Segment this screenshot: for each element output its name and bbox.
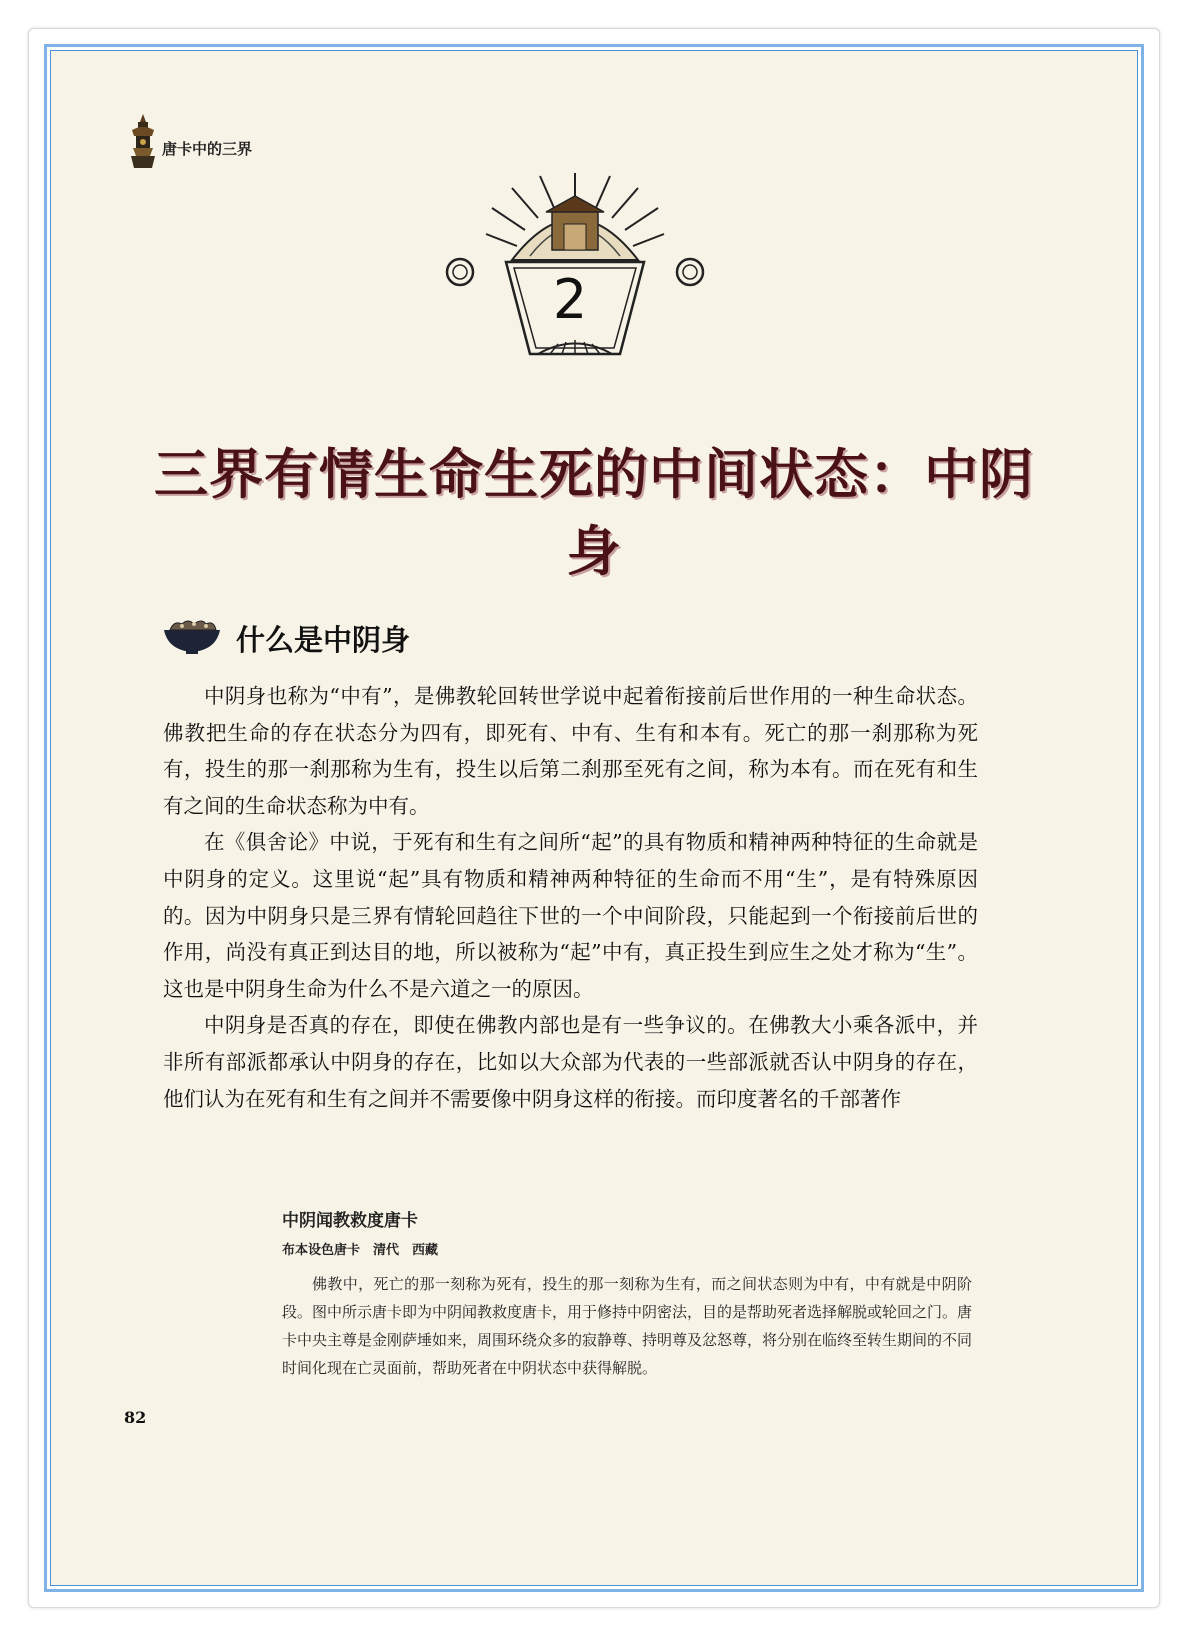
caption-subtitle: 布本设色唐卡 清代 西藏: [282, 1243, 439, 1258]
offering-bowl-icon: [160, 616, 224, 656]
figure-caption: [282, 1206, 972, 1382]
caption-text: 佛教中，死亡的那一刻称为死有，投生的那一刻称为生有，而之间状态则为中有，中有就是中阴阶段。图中所示唐卡即为中阴闻教救度唐卡，用于修持中阴密法，目的是帮助死者选择解脱或轮回之门。唐卡中央主尊是金刚萨埵如来，周围环绕众多的寂静尊、持明尊及忿怒尊，将分别在临终至转生期间的不同时间化现在亡灵面前，帮助死者在中阴状态中获得解脱。: [282, 1275, 973, 1377]
body-paragraph-2: 在《俱舍论》中说，于死有和生有之间所“起”的具有物质和精神两种特征的生命就是中阴身的定义。这里说“起”具有物质和精神两种特征的生命而不用“生”，是有特殊原因的。因为中阴身只是三界有情轮回趋往下世的一个中间阶段，只能起到一个衔接前后世的作用，尚没有真正到达目的地，所以被称为“起”中有，真正投生到应生之处才称为“生”。这也是中阴身生命为什么不是六道之一的原因。: [163, 830, 978, 1001]
section-title: 什么是中阴身: [236, 623, 411, 657]
chapter-number: 2: [552, 268, 588, 331]
caption-title: 中阴闻教救度唐卡: [282, 1211, 418, 1231]
stupa-decoration-icon: [128, 112, 158, 172]
body-text: [163, 678, 978, 1117]
running-head: 唐卡中的三界: [162, 140, 253, 158]
chapter-title: 三界有情生命生死的中间状态：中阴身: [154, 443, 1034, 583]
page-number: 82: [124, 1408, 147, 1427]
body-paragraph-1: 中阴身也称为“中有”，是佛教轮回转世学说中起着衔接前后世作用的一种生命状态。佛教把生命的存在状态分为四有，即死有、中有、生有和本有。死亡的那一刹那称为死有，投生的那一刹那称为生有，投生以后第二刹那至死有之间，称为本有。而在死有和生有之间的生命状态称为中有。: [163, 684, 978, 818]
body-paragraph-3: 中阴身是否真的存在，即使在佛教内部也是有一些争议的。在佛教大小乘各派中，并非所有部派都承认中阴身的存在，比如以大众部为代表的一些部派就否认中阴身的存在，他们认为在死有和生有之间并不需要像中阴身这样的衔接。而印度著名的千部著作: [163, 1013, 978, 1111]
